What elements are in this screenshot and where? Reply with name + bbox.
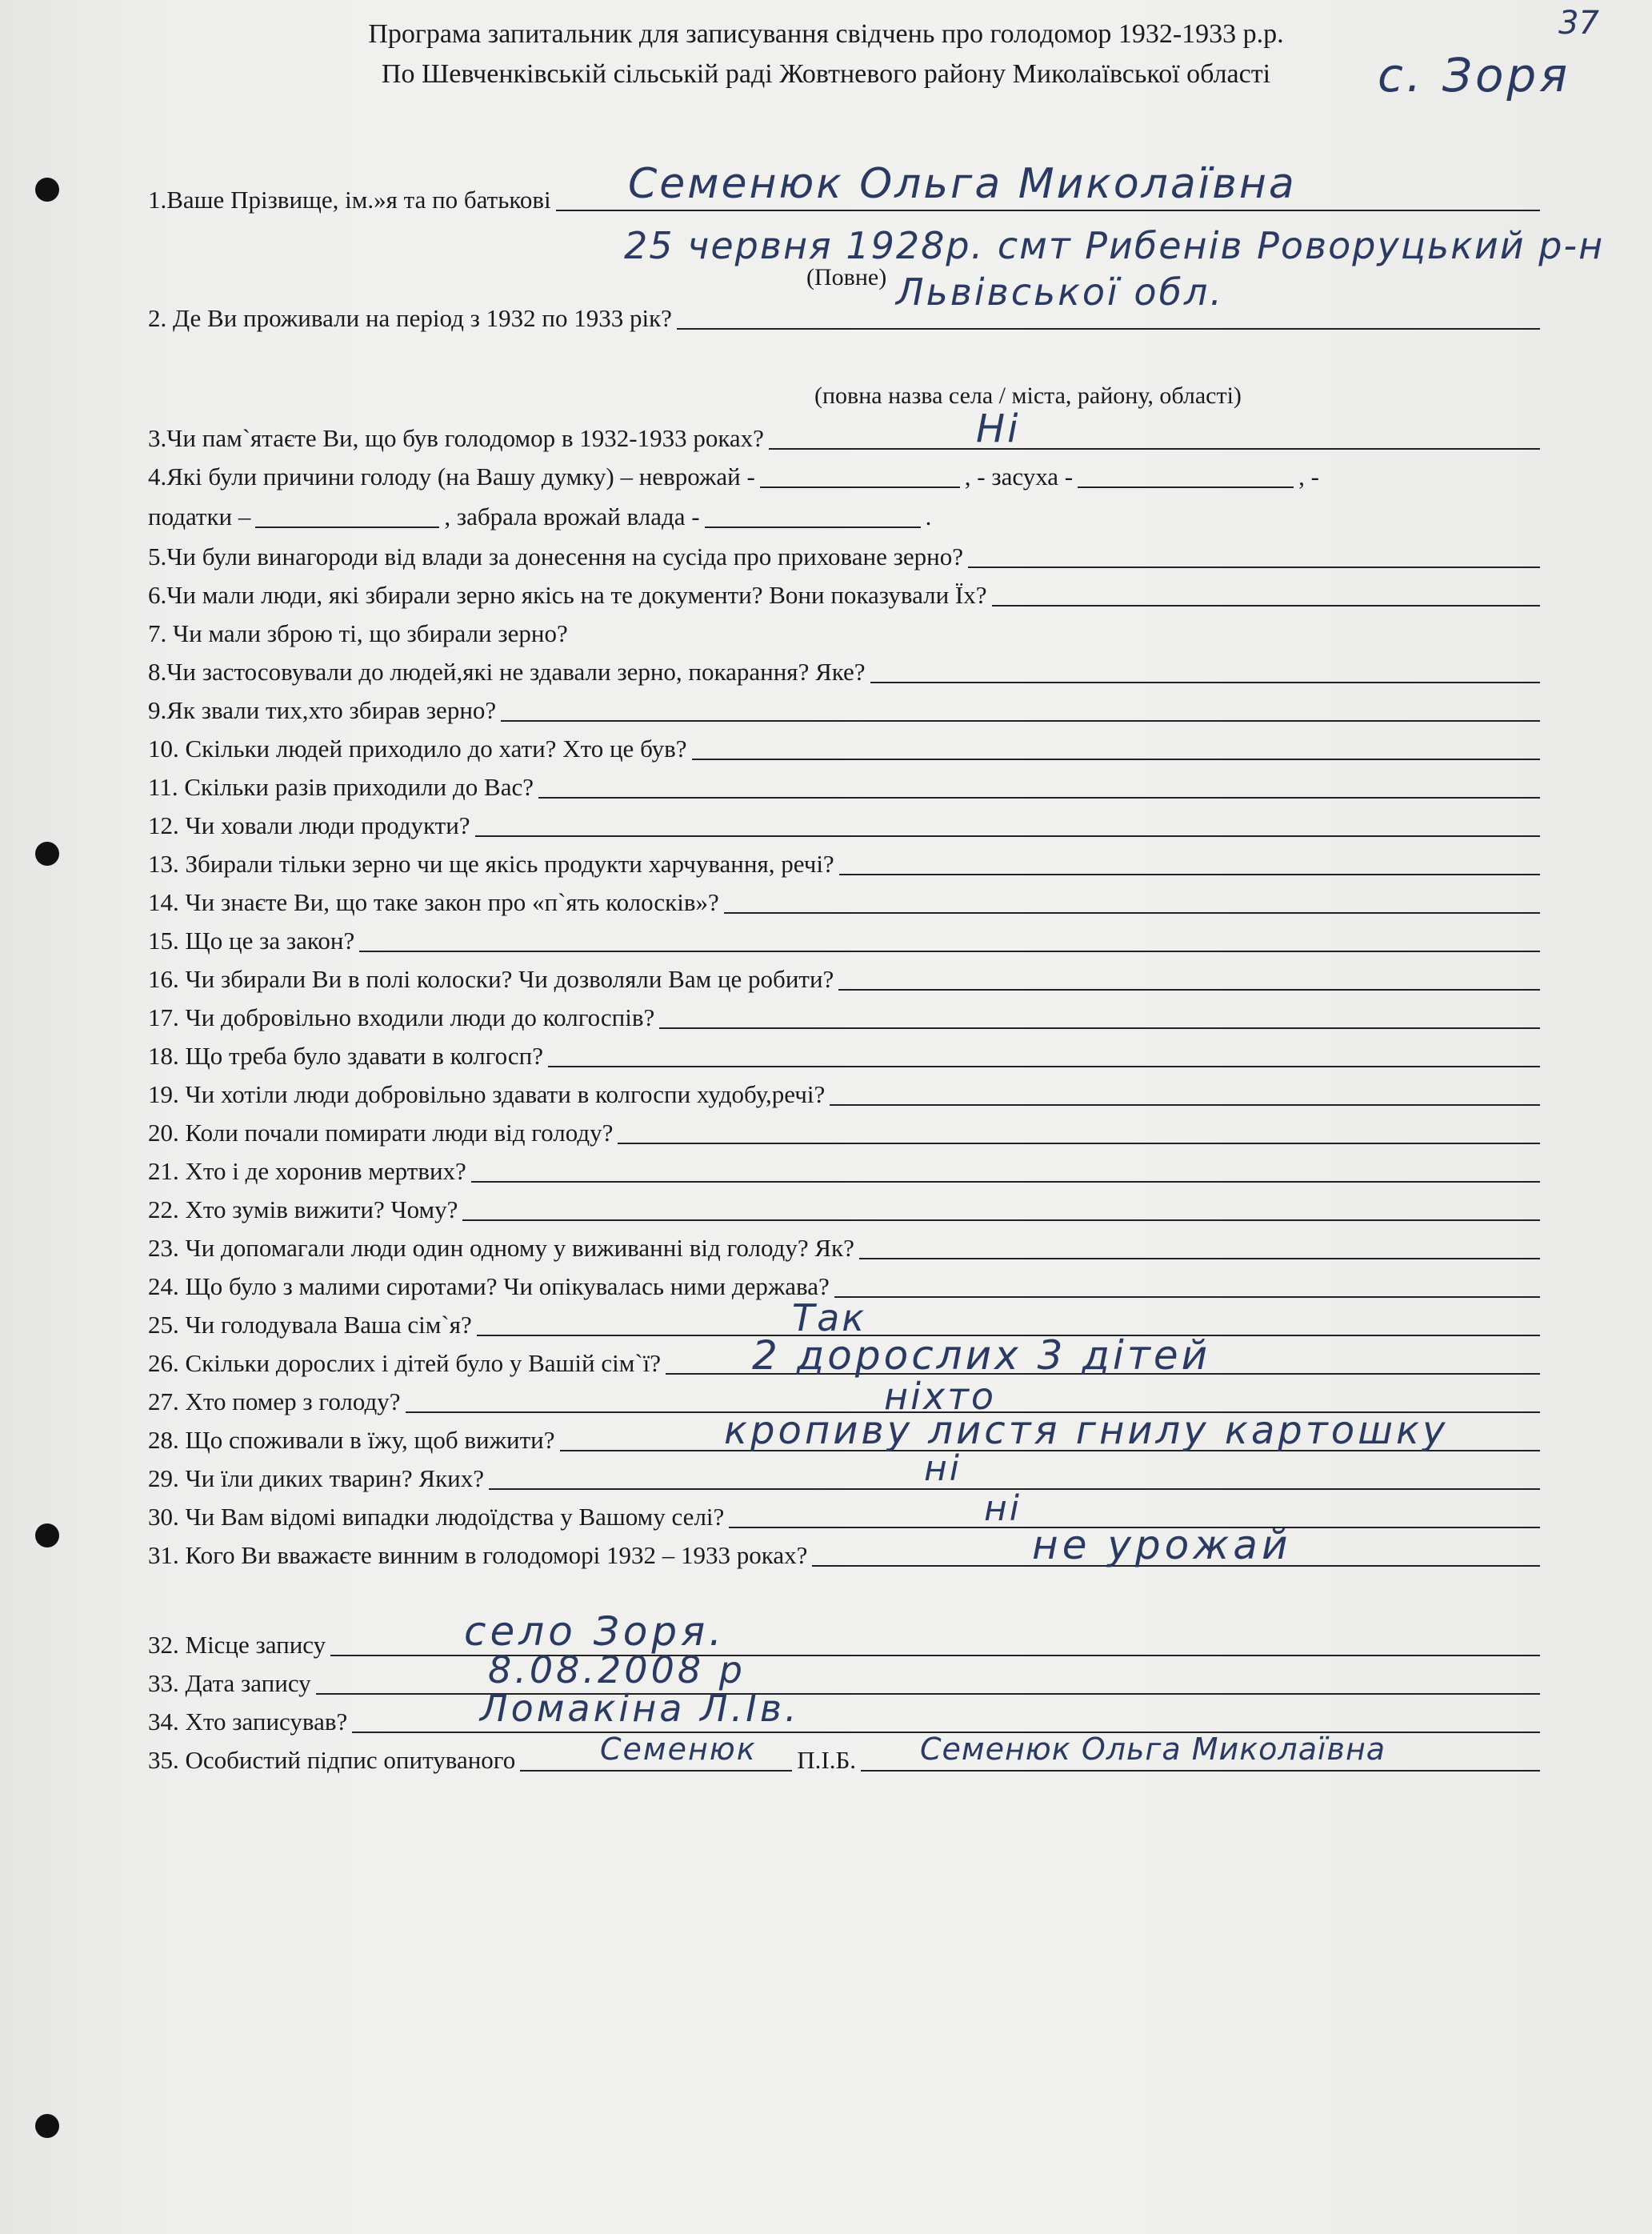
question-text: 7. Чи мали зброю ті, що збирали зерно? xyxy=(148,619,568,647)
question-30 xyxy=(148,1503,1540,1531)
answer-25: Так xyxy=(792,1296,867,1339)
question-15 xyxy=(148,927,1540,955)
question-32 xyxy=(148,1631,1540,1659)
question-text: 13. Збирали тільки зерно чи ще якісь продукти харчування, речі? xyxy=(148,850,834,878)
question-text: 4.Які були причини голоду (на Вашу думку) – неврожай - xyxy=(148,462,755,490)
question-text: , - засуха - xyxy=(964,462,1074,490)
question-9 xyxy=(148,696,1540,725)
question-20 xyxy=(148,1119,1540,1147)
answer-29: ні xyxy=(924,1448,962,1489)
question-5 xyxy=(148,542,1540,571)
question-text: 31. Кого Ви вважаєте винним в голодоморі 1932 – 1933 роках? xyxy=(148,1541,808,1569)
answer-30: ні xyxy=(984,1488,1022,1529)
question-31 xyxy=(148,1541,1540,1570)
question-text: 18. Що треба було здавати в колгосп? xyxy=(148,1042,543,1070)
answer-34: Ломакіна Л.Ів. xyxy=(480,1687,800,1730)
question-text: 26. Скільки дорослих і дітей було у Вашій сім`ї? xyxy=(148,1349,662,1377)
answer-27: ніхто xyxy=(884,1375,997,1418)
punch-hole xyxy=(35,178,59,202)
answer-26: 2 дорослих 3 дітей xyxy=(752,1332,1211,1379)
answer-32: село Зоря. xyxy=(464,1608,726,1655)
question-text: 33. Дата запису xyxy=(148,1669,311,1697)
question-text: 3.Чи пам`ятаєте Ви, що був голодомор в 1932-1933 роках? xyxy=(148,424,764,452)
question-8 xyxy=(148,658,1540,687)
question-text: 22. Хто зумів вижити? Чому? xyxy=(148,1195,458,1223)
question-6 xyxy=(148,581,1540,610)
punch-hole xyxy=(35,1523,59,1547)
question-text: . xyxy=(925,502,932,530)
question-text: 32. Місце запису xyxy=(148,1631,326,1659)
question-12 xyxy=(148,811,1540,840)
question-10 xyxy=(148,735,1540,763)
question-text: 27. Хто помер з голоду? xyxy=(148,1387,401,1415)
punch-hole xyxy=(35,842,59,866)
question-text: 24. Що було з малими сиротами? Чи опікувалась ними держава? xyxy=(148,1272,830,1300)
question-text: 9.Як звали тих,хто збирав зерно? xyxy=(148,696,497,724)
title-line-1: Програма запитальник для записування свідчень про голодомор 1932-1933 р.р. xyxy=(368,19,1284,49)
question-text: 5.Чи були винагороди від влади за донесення на сусіда про приховане зерно? xyxy=(148,542,963,571)
answer-birth: 25 червня 1928р. смт Рибенів Роворуцький р-н xyxy=(624,224,1605,267)
answer-28: кропиву листя гнилу картошку xyxy=(724,1408,1449,1453)
question-4 xyxy=(148,462,1540,491)
question-text: П.І.Б. xyxy=(797,1746,857,1774)
question-text: 6.Чи мали люди, які збирали зерно якісь на те документи? Вони показували Їх? xyxy=(148,581,987,609)
question-text: 15. Що це за закон? xyxy=(148,927,355,955)
question-text: , забрала врожай влада - xyxy=(444,502,700,530)
answer-name: Семенюк Ольга Миколаївна xyxy=(628,160,1297,208)
note-full: (Повне) xyxy=(806,264,887,290)
question-text: 21. Хто і де хоронив мертвих? xyxy=(148,1157,466,1185)
question-text: 2. Де Ви проживали на період з 1932 по 1933 рік? xyxy=(148,304,672,332)
question-3 xyxy=(148,424,1540,453)
question-21 xyxy=(148,1157,1540,1186)
question-14 xyxy=(148,888,1540,917)
note-place: (повна назва села / міста, району, області) xyxy=(814,382,1242,409)
question-22 xyxy=(148,1195,1540,1224)
question-text: 34. Хто записував? xyxy=(148,1708,348,1736)
question-4-continued xyxy=(148,502,1540,531)
question-text: 8.Чи застосовували до людей,які не здавали зерно, покарання? Яке? xyxy=(148,658,866,686)
question-text: 10. Скільки людей приходило до хати? Хто це був? xyxy=(148,735,687,763)
question-18 xyxy=(148,1042,1540,1071)
answer-33: 8.08.2008 р xyxy=(488,1648,746,1692)
question-16 xyxy=(148,965,1540,994)
answer-35-pib: Семенюк Ольга Миколаївна xyxy=(920,1732,1386,1767)
question-29 xyxy=(148,1464,1540,1493)
question-7 xyxy=(148,619,1540,648)
question-17 xyxy=(148,1003,1540,1032)
answer-3: Ні xyxy=(976,406,1021,451)
question-text: 1.Ваше Прізвище, ім.»я та по батькові xyxy=(148,186,551,214)
answer-35-signature: Семенюк xyxy=(600,1732,757,1767)
question-text: 35. Особистий підпис опитуваного xyxy=(148,1746,516,1774)
question-2 xyxy=(148,304,1540,333)
question-text: 16. Чи збирали Ви в полі колоски? Чи дозволяли Вам це робити? xyxy=(148,965,834,993)
question-text: податки – xyxy=(148,502,251,530)
question-23 xyxy=(148,1234,1540,1263)
question-text: 23. Чи допомагали люди один одному у виживанні від голоду? Як? xyxy=(148,1234,854,1262)
answer-31: не урожай xyxy=(1032,1522,1292,1568)
question-text: 14. Чи знаєте Ви, що таке закон про «п`ять колосків»? xyxy=(148,888,719,916)
question-text: 17. Чи добровільно входили люди до колгоспів? xyxy=(148,1003,655,1031)
question-text: 12. Чи ховали люди продукти? xyxy=(148,811,470,839)
punch-hole xyxy=(35,2114,59,2138)
page-number: 37 xyxy=(1558,5,1599,42)
question-text: 29. Чи їли диких тварин? Яких? xyxy=(148,1464,484,1492)
title-line-2: По Шевченківській сільській раді Жовтневого району Миколаївської області xyxy=(381,59,1271,89)
question-text: 11. Скільки разів приходили до Вас? xyxy=(148,773,534,801)
question-text: , - xyxy=(1298,462,1319,490)
question-text: 20. Коли почали помирати люди від голоду? xyxy=(148,1119,614,1147)
question-13 xyxy=(148,850,1540,879)
question-text: 19. Чи хотіли люди добровільно здавати в колгоспи худобу,речі? xyxy=(148,1080,826,1108)
question-11 xyxy=(148,773,1540,802)
question-19 xyxy=(148,1080,1540,1109)
village-handwritten: с. Зоря xyxy=(1378,48,1571,102)
question-text: 28. Що споживали в їжу, щоб вижити? xyxy=(148,1426,555,1454)
question-33 xyxy=(148,1669,1540,1698)
question-text: 25. Чи голодувала Ваша сім`я? xyxy=(148,1311,472,1339)
question-text: 30. Чи Вам відомі випадки людоїдства у Вашому селі? xyxy=(148,1503,725,1531)
answer-birth-region: Львівської обл. xyxy=(896,270,1224,314)
